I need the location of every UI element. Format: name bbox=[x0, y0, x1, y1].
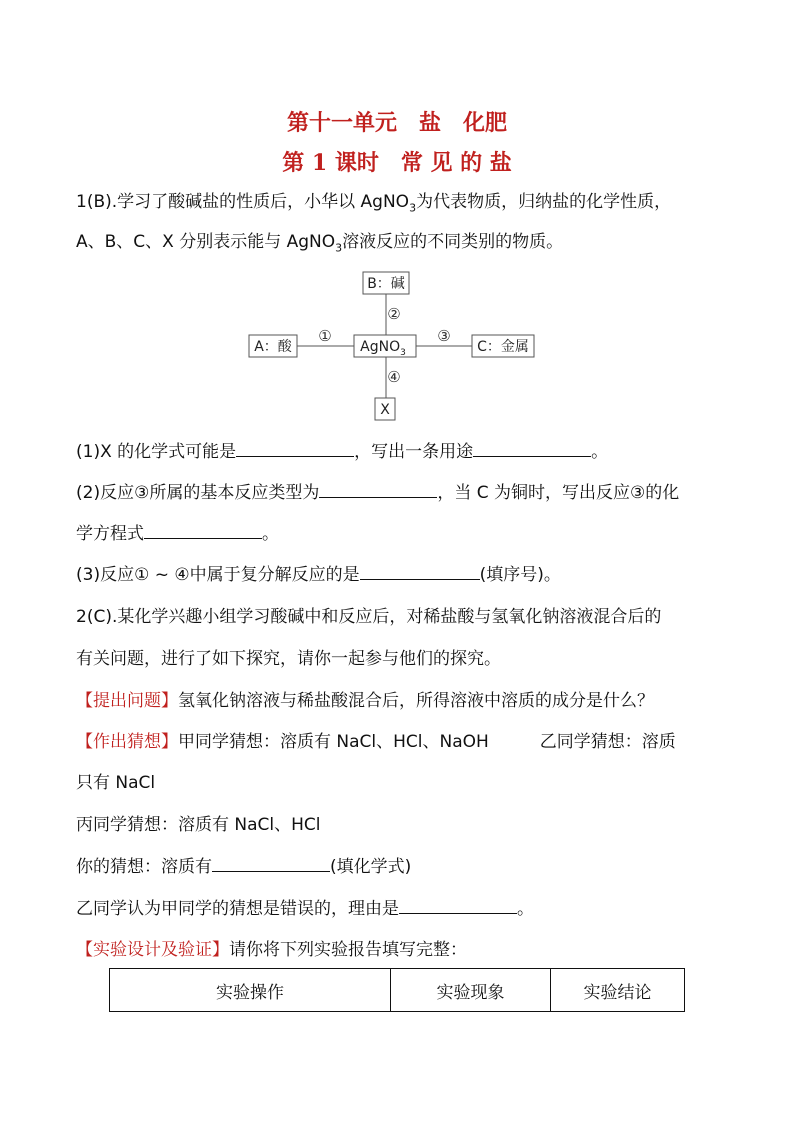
answer-blank-formula[interactable] bbox=[236, 440, 354, 457]
box-center-sub: 3 bbox=[400, 348, 406, 358]
q1-text-b: 为代表物质，归纳盐的化学性质， bbox=[416, 192, 672, 212]
header-conclusion: 实验结论 bbox=[551, 969, 685, 1012]
box-center-text: AgNO bbox=[360, 339, 401, 355]
reaction-3-label: ③ bbox=[437, 327, 451, 345]
q2-hypothesis-bing: 丙同学猜想：溶质有 NaCl、HCl bbox=[76, 815, 321, 835]
q2-your-guess-hint: (填化学式) bbox=[330, 857, 412, 877]
tag-experiment-design: 【实验设计及验证】 bbox=[76, 940, 229, 960]
answer-blank-sequence[interactable] bbox=[360, 563, 480, 580]
q1-sub2-text-a: (2)反应③所属的基本反应类型为 bbox=[76, 483, 320, 503]
box-x-label: X bbox=[380, 402, 390, 418]
answer-blank-use[interactable] bbox=[473, 440, 591, 457]
header-operation: 实验操作 bbox=[110, 969, 391, 1012]
q1-sub2-text-b: ，当 C 为铜时，写出反应③的化 bbox=[437, 483, 680, 503]
q1-line1 bbox=[76, 190, 671, 220]
reaction-1-label: ① bbox=[318, 327, 332, 345]
reaction-4-label: ④ bbox=[387, 368, 401, 386]
q2-question-text: 氢氧化钠溶液与稀盐酸混合后，所得溶液中溶质的成分是什么？ bbox=[178, 691, 654, 711]
q2-your-guess-text: 你的猜想：溶质有 bbox=[76, 857, 212, 877]
unit-title: 第十一单元 盐 化肥 bbox=[286, 110, 507, 136]
q1-text-d: 溶液反应的不同类别的物质。 bbox=[342, 232, 564, 252]
q1-text-c: A、B、C、X 分别表示能与 AgNO bbox=[76, 232, 336, 252]
answer-blank-reaction-type[interactable] bbox=[319, 481, 437, 498]
q2-your-guess bbox=[76, 855, 411, 879]
tag-raise-question: 【提出问题】 bbox=[76, 691, 178, 711]
q1-sub1-text-c: 。 bbox=[591, 442, 609, 462]
q1-text-a: 1(B).学习了酸碱盐的性质后，小华以 AgNO bbox=[76, 192, 410, 212]
q2-hypothesis-text: 甲同学猜想：溶质有 NaCl、HCl、NaOH 乙同学猜想：溶质 bbox=[178, 732, 676, 752]
q1-sub1-text-a: (1)X 的化学式可能是 bbox=[76, 442, 237, 462]
answer-blank-reason[interactable] bbox=[399, 897, 517, 914]
box-center-label bbox=[360, 339, 406, 358]
q2-intro-2: 有关问题，进行了如下探究，请你一起参与他们的探究。 bbox=[76, 649, 501, 669]
q1-sub3 bbox=[76, 563, 561, 587]
q1-sub2 bbox=[76, 481, 679, 505]
box-c-label: C：金属 bbox=[477, 339, 529, 355]
q2-experiment-text: 请你将下列实验报告填写完整： bbox=[229, 940, 467, 960]
answer-blank-your-guess[interactable] bbox=[212, 855, 330, 872]
box-a-label: A：酸 bbox=[254, 339, 292, 355]
box-b-label: B：碱 bbox=[367, 276, 405, 292]
q2-hypothesis bbox=[76, 730, 676, 754]
q2-question bbox=[76, 689, 654, 713]
lesson-title: 第 1 课时 常 见 的 盐 bbox=[282, 150, 512, 176]
header-phenomenon: 实验现象 bbox=[391, 969, 551, 1012]
q1-sub2-cont bbox=[76, 522, 279, 546]
q1-sub2-text-c: 学方程式 bbox=[76, 524, 144, 544]
experiment-report-table bbox=[109, 968, 685, 1012]
answer-blank-equation[interactable] bbox=[144, 522, 262, 539]
reaction-2-label: ② bbox=[387, 305, 401, 323]
subscript-3: 3 bbox=[409, 201, 417, 215]
q2-experiment bbox=[76, 938, 467, 962]
subscript-3: 3 bbox=[335, 241, 343, 255]
q1-sub3-text-b: (填序号)。 bbox=[479, 565, 561, 585]
q1-sub2-text-d: 。 bbox=[262, 524, 279, 544]
tag-hypothesis: 【作出猜想】 bbox=[76, 732, 178, 752]
q2-hypothesis-cont: 只有 NaCl bbox=[76, 773, 156, 793]
table-header-row bbox=[110, 969, 685, 1012]
q2-reason-end: 。 bbox=[517, 899, 534, 919]
reaction-diagram bbox=[0, 268, 794, 428]
q2-reason-text: 乙同学认为甲同学的猜想是错误的，理由是 bbox=[76, 899, 399, 919]
q1-sub3-text-a: (3)反应① ~ ④中属于复分解反应的是 bbox=[76, 565, 360, 585]
q1-line2 bbox=[76, 230, 563, 260]
q2-intro-1: 2(C).某化学兴趣小组学习酸碱中和反应后，对稀盐酸与氢氧化钠溶液混合后的 bbox=[76, 607, 662, 627]
q2-reason bbox=[76, 897, 534, 921]
q1-sub1 bbox=[76, 440, 608, 464]
q1-sub1-text-b: ，写出一条用途 bbox=[354, 442, 474, 462]
